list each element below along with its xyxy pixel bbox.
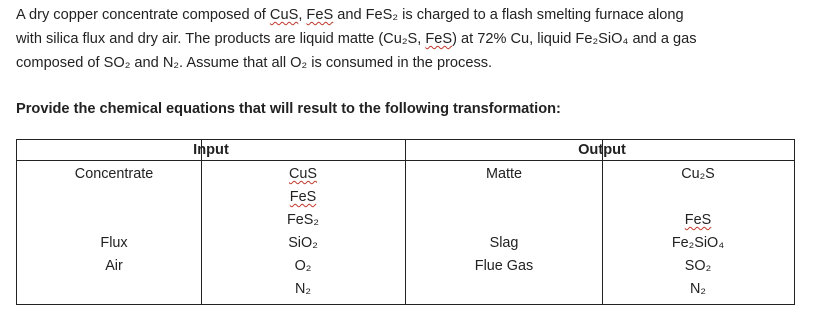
output-header: Output [578,142,626,158]
transformation-table [16,139,795,305]
statement-text: , [298,7,307,23]
statement-line-2 [16,27,806,51]
statement-line-1 [16,3,806,27]
output-item-cu2s: Cu₂S [681,166,715,182]
statement-line-3: composed of SO₂ and N₂. Assume that all O₂ is consumed in the process. [16,55,493,71]
input-item-fes2: FeS₂ [287,212,319,228]
label-flux: Flux [100,235,128,251]
output-item-fe2sio4: Fe₂SiO₄ [671,235,725,251]
input-header: Input [193,142,229,158]
label-flue-gas: Flue Gas [474,258,534,274]
column-divider [602,140,603,304]
statement-fes: FeS [306,7,334,23]
statement-text: A dry copper concentrate composed of [16,7,270,23]
statement-text: ) at 72% Cu, liquid Fe₂SiO₄ and a gas [452,31,697,47]
column-divider [405,140,406,304]
input-item-sio2: SiO₂ [288,235,318,251]
input-item-cus: CuS [289,166,317,182]
statement-fes: FeS [425,31,453,47]
header-divider [405,160,794,161]
output-item-n2: N₂ [690,281,706,297]
label-slag: Slag [489,235,519,251]
statement-cus: CuS [269,7,299,23]
header-divider [17,160,405,161]
output-item-fes: FeS [684,212,712,228]
input-item-o2: O₂ [294,258,312,274]
question-heading: Provide the chemical equations that will result to the following transformation: [16,101,561,117]
statement-text: with silica flux and dry air. The products are liquid matte (Cu₂S, [16,31,426,47]
label-matte: Matte [486,166,522,182]
output-item-so2: SO₂ [684,258,712,274]
statement-text: and FeS₂ is charged to a flash smelting furnace along [333,7,684,23]
input-item-fes: FeS [289,189,317,205]
column-divider [201,140,202,304]
label-concentrate: Concentrate [74,166,154,182]
problem-statement [16,3,806,75]
label-air: Air [105,258,123,274]
input-item-n2: N₂ [295,281,311,297]
